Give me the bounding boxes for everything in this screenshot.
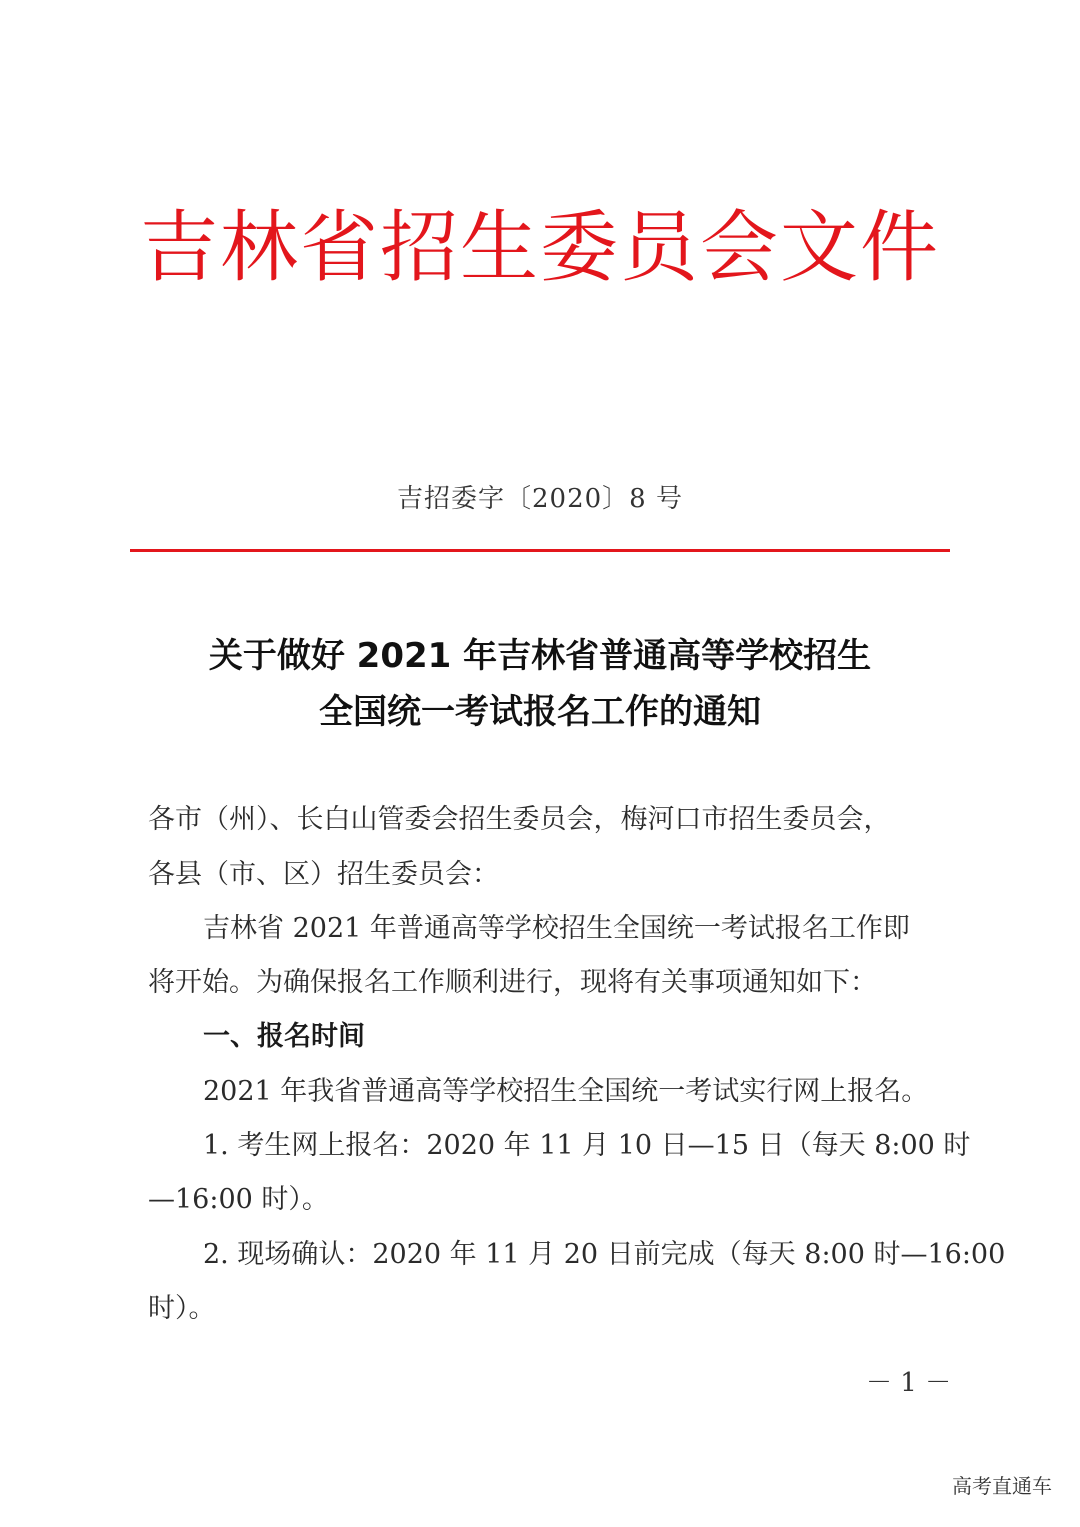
section-paragraph-line: 2021 年我省普通高等学校招生全国统一考试实行网上报名。 bbox=[203, 1076, 929, 1107]
notice-title-line-2: 全国统一考试报名工作的通知 bbox=[319, 692, 761, 732]
section-heading-registration-time: 一、报名时间 bbox=[203, 1021, 365, 1052]
intro-paragraph-line-2: 将开始。为确保报名工作顺利进行，现将有关事项通知如下： bbox=[148, 967, 877, 998]
item-2-line-1: 2. 现场确认：2020 年 11 月 20 日前完成（每天 8:00 时—16:00 bbox=[203, 1239, 1006, 1270]
red-divider-line bbox=[130, 549, 950, 552]
item-1-line-1: 1. 考生网上报名：2020 年 11 月 10 日—15 日（每天 8:00 时 bbox=[203, 1130, 971, 1161]
item-2-line-2: 时）。 bbox=[148, 1293, 216, 1324]
source-watermark: 高考直通车 bbox=[952, 1474, 1052, 1498]
document-number: 吉招委字〔2020〕8 号 bbox=[397, 484, 683, 514]
notice-title-line-1: 关于做好 2021 年吉林省普通高等学校招生 bbox=[208, 636, 872, 676]
document-header-title: 吉林省招生委员会文件 bbox=[139, 203, 940, 293]
item-1-line-2: —16:00 时）。 bbox=[148, 1184, 329, 1215]
intro-paragraph-line-1: 吉林省 2021 年普通高等学校招生全国统一考试报名工作即 bbox=[203, 913, 910, 944]
addressee-line-2: 各县（市、区）招生委员会： bbox=[148, 859, 499, 890]
addressee-line-1: 各市（州）、长白山管委会招生委员会，梅河口市招生委员会， bbox=[148, 804, 891, 835]
page-number: － 1 － bbox=[866, 1368, 952, 1398]
